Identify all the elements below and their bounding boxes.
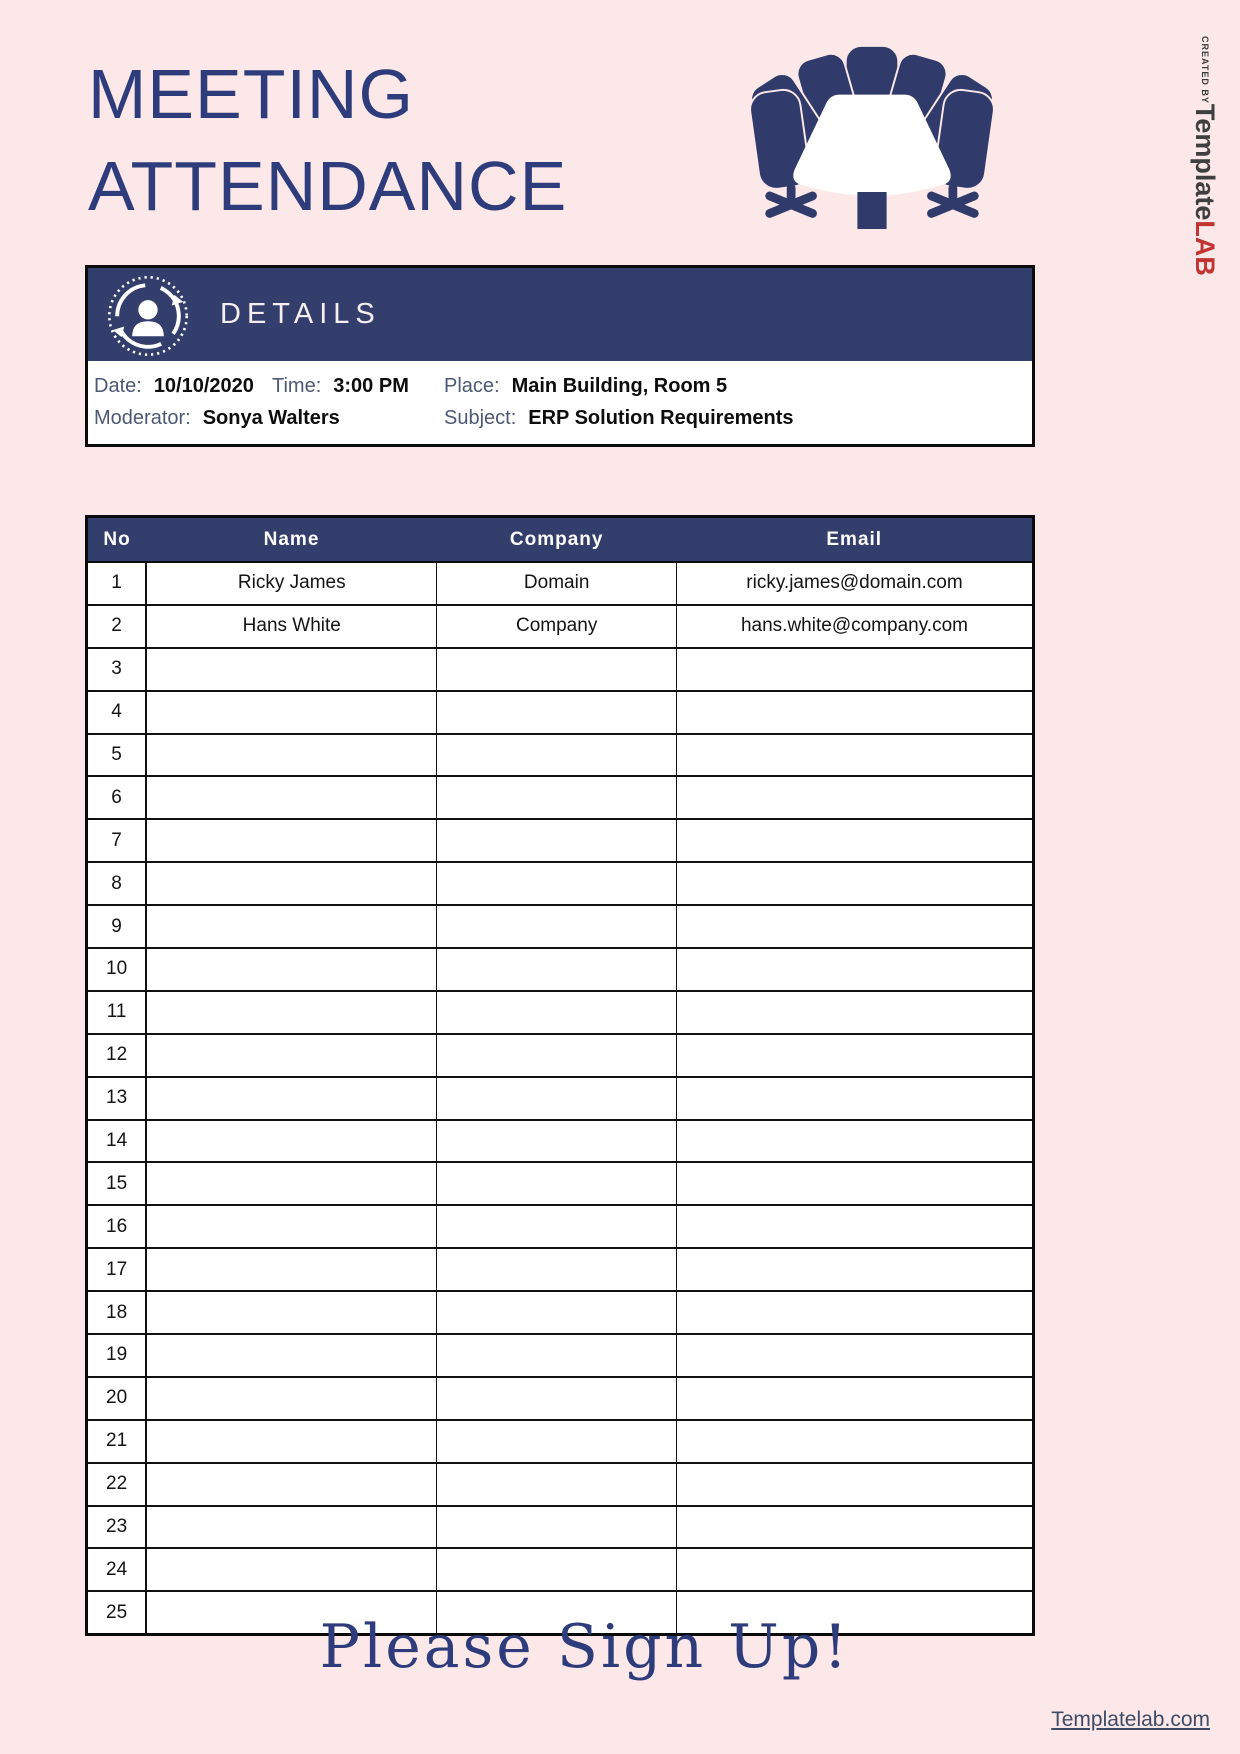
cell-no: 3 <box>87 648 147 691</box>
attendance-table-body <box>87 562 1034 1635</box>
logo-created-by: CREATED BY <box>1200 36 1210 104</box>
cell-email <box>676 1120 1033 1163</box>
cell-no: 24 <box>87 1548 147 1591</box>
table-row <box>87 1548 1034 1591</box>
templatelab-footer-link[interactable]: Templatelab.com <box>1051 1708 1210 1731</box>
templatelab-logo <box>1191 36 1218 276</box>
detail-label: Moderator: <box>94 406 191 429</box>
cell-email <box>676 948 1033 991</box>
cell-name <box>146 1377 437 1420</box>
cell-no: 15 <box>87 1162 147 1205</box>
table-row <box>87 1334 1034 1377</box>
cell-no: 8 <box>87 862 147 905</box>
cell-company <box>437 948 677 991</box>
table-row <box>87 605 1034 648</box>
cell-no: 14 <box>87 1120 147 1163</box>
table-row <box>87 691 1034 734</box>
cell-email <box>676 1291 1033 1334</box>
cell-name <box>146 1162 437 1205</box>
conference-table-icon <box>748 40 996 230</box>
cell-email <box>676 1077 1033 1120</box>
cell-name <box>146 1548 437 1591</box>
cell-company <box>437 1377 677 1420</box>
table-row <box>87 1162 1034 1205</box>
cell-name: Ricky James <box>146 562 437 605</box>
cell-email <box>676 1248 1033 1291</box>
cell-name <box>146 691 437 734</box>
cell-email <box>676 691 1033 734</box>
cell-email <box>676 1420 1033 1463</box>
table-row <box>87 1248 1034 1291</box>
detail-field <box>94 407 444 430</box>
cell-name <box>146 819 437 862</box>
cell-email <box>676 776 1033 819</box>
cell-email <box>676 1463 1033 1506</box>
detail-value: Sonya Walters <box>202 406 340 429</box>
detail-field <box>94 375 272 398</box>
cell-email <box>676 734 1033 777</box>
cell-no: 7 <box>87 819 147 862</box>
cell-email: hans.white@company.com <box>676 605 1033 648</box>
cell-name <box>146 1077 437 1120</box>
cell-no: 18 <box>87 1291 147 1334</box>
cell-no: 6 <box>87 776 147 819</box>
cell-company <box>437 1248 677 1291</box>
cell-company <box>437 1334 677 1377</box>
table-row <box>87 648 1034 691</box>
cell-no: 25 <box>87 1591 147 1634</box>
cell-email <box>676 819 1033 862</box>
detail-value: 10/10/2020 <box>153 374 254 397</box>
details-title: DETAILS <box>220 298 381 330</box>
cell-no: 5 <box>87 734 147 777</box>
table-row <box>87 819 1034 862</box>
cell-name <box>146 948 437 991</box>
cell-name <box>146 1248 437 1291</box>
cell-email <box>676 1162 1033 1205</box>
cell-no: 1 <box>87 562 147 605</box>
table-row <box>87 1463 1034 1506</box>
cell-no: 11 <box>87 991 147 1034</box>
table-row <box>87 1120 1034 1163</box>
column-header-no: No <box>87 517 147 563</box>
cell-name <box>146 734 437 777</box>
table-row <box>87 562 1034 605</box>
cell-name <box>146 1506 437 1549</box>
logo-lab-text: LAB <box>1190 220 1220 276</box>
table-row <box>87 1205 1034 1248</box>
column-header-company: Company <box>437 517 677 563</box>
details-row <box>94 402 1026 434</box>
cell-no: 10 <box>87 948 147 991</box>
cell-email <box>676 1334 1033 1377</box>
table-row <box>87 776 1034 819</box>
details-header <box>88 268 1032 361</box>
cell-email <box>676 1377 1033 1420</box>
cell-email <box>676 862 1033 905</box>
cell-company <box>437 1120 677 1163</box>
sign-up-text: Please Sign Up! <box>319 1612 851 1682</box>
cell-no: 23 <box>87 1506 147 1549</box>
cell-name <box>146 991 437 1034</box>
cell-company <box>437 905 677 948</box>
table-row <box>87 1034 1034 1077</box>
cell-company <box>437 1420 677 1463</box>
cell-name <box>146 1205 437 1248</box>
page-title-line2: ATTENDANCE <box>88 147 568 225</box>
cell-company <box>437 734 677 777</box>
cell-email <box>676 905 1033 948</box>
cell-company <box>437 862 677 905</box>
cell-email <box>676 1034 1033 1077</box>
detail-label: Subject: <box>444 406 517 429</box>
table-row <box>87 734 1034 777</box>
cell-no: 16 <box>87 1205 147 1248</box>
cell-no: 12 <box>87 1034 147 1077</box>
table-row <box>87 1291 1034 1334</box>
cell-no: 2 <box>87 605 147 648</box>
details-row <box>94 370 1026 402</box>
details-fields <box>88 361 1032 444</box>
cell-email <box>676 1548 1033 1591</box>
cell-name <box>146 1463 437 1506</box>
cell-name <box>146 1334 437 1377</box>
cell-name <box>146 1034 437 1077</box>
column-header-email: Email <box>676 517 1033 563</box>
attendance-table <box>85 515 1035 1636</box>
table-row <box>87 948 1034 991</box>
table-row <box>87 1377 1034 1420</box>
cell-company <box>437 1077 677 1120</box>
detail-label: Time: <box>272 374 322 397</box>
cell-company <box>437 1463 677 1506</box>
cell-no: 9 <box>87 905 147 948</box>
detail-field <box>272 375 444 398</box>
cell-no: 22 <box>87 1463 147 1506</box>
cell-no: 21 <box>87 1420 147 1463</box>
cell-company: Company <box>437 605 677 648</box>
page-title-line1: MEETING <box>88 55 414 133</box>
table-row <box>87 1077 1034 1120</box>
cell-company <box>437 1205 677 1248</box>
table-row <box>87 1420 1034 1463</box>
cell-company <box>437 1162 677 1205</box>
cell-email <box>676 991 1033 1034</box>
cell-company: Domain <box>437 562 677 605</box>
cell-name <box>146 1420 437 1463</box>
detail-field <box>444 407 794 430</box>
cell-company <box>437 991 677 1034</box>
detail-label: Date: <box>94 374 142 397</box>
cell-company <box>437 691 677 734</box>
cell-email <box>676 1506 1033 1549</box>
table-row <box>87 1506 1034 1549</box>
detail-value: 3:00 PM <box>333 374 409 397</box>
detail-label: Place: <box>444 374 500 397</box>
cell-company <box>437 1548 677 1591</box>
cell-no: 4 <box>87 691 147 734</box>
table-row <box>87 991 1034 1034</box>
cell-name <box>146 1291 437 1334</box>
cell-company <box>437 1291 677 1334</box>
person-sync-badge-icon <box>104 272 192 360</box>
table-header-row <box>87 517 1034 563</box>
cell-name: Hans White <box>146 605 437 648</box>
logo-template-text: Template <box>1190 103 1220 221</box>
details-box <box>85 265 1035 447</box>
cell-name <box>146 905 437 948</box>
cell-company <box>437 819 677 862</box>
cell-no: 13 <box>87 1077 147 1120</box>
cell-email: ricky.james@domain.com <box>676 562 1033 605</box>
page-title <box>88 48 567 232</box>
cell-no: 20 <box>87 1377 147 1420</box>
cell-company <box>437 648 677 691</box>
cell-email <box>676 648 1033 691</box>
detail-value: ERP Solution Requirements <box>528 406 794 429</box>
detail-value: Main Building, Room 5 <box>511 374 728 397</box>
cell-name <box>146 776 437 819</box>
cell-name <box>146 648 437 691</box>
cell-no: 19 <box>87 1334 147 1377</box>
column-header-name: Name <box>146 517 437 563</box>
cell-company <box>437 1506 677 1549</box>
cell-name <box>146 862 437 905</box>
table-row <box>87 862 1034 905</box>
cell-email <box>676 1205 1033 1248</box>
cell-company <box>437 1034 677 1077</box>
cell-no: 17 <box>87 1248 147 1291</box>
cell-company <box>437 776 677 819</box>
detail-field <box>444 375 727 398</box>
table-row <box>87 905 1034 948</box>
cell-name <box>146 1120 437 1163</box>
